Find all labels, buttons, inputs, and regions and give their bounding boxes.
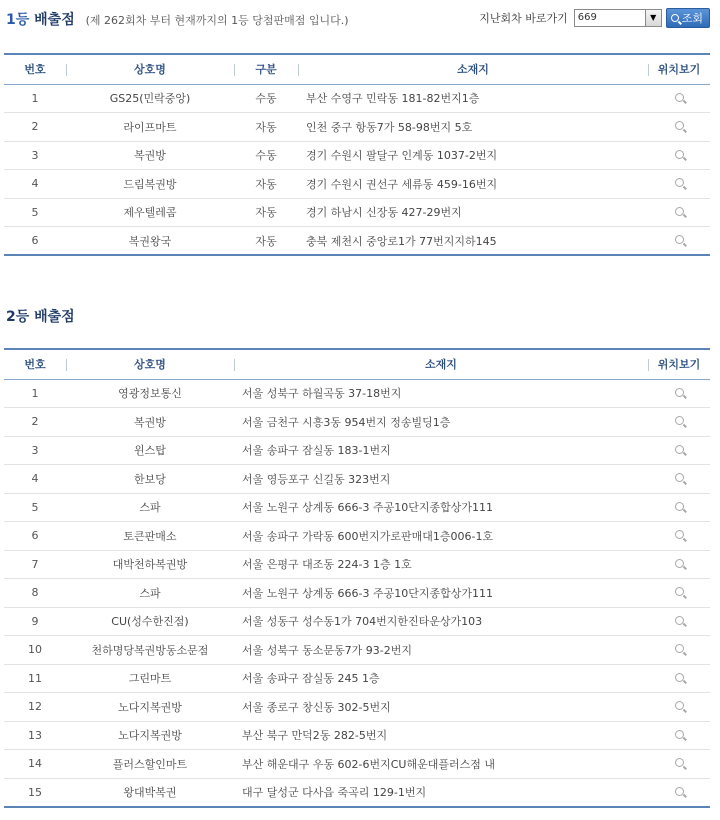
shop-name: 왕대박복권 xyxy=(66,778,234,807)
shop-address: 부산 해운대구 우동 602-6번지CU해운대플러스점 내 xyxy=(234,750,648,779)
shop-name: 플러스할인마트 xyxy=(66,750,234,779)
shop-address: 서울 종로구 창신동 302-5번지 xyxy=(234,693,648,722)
column-header-number: 번호 xyxy=(4,54,66,84)
magnifier-icon[interactable] xyxy=(675,445,684,454)
row-number: 6 xyxy=(4,522,66,551)
row-number: 3 xyxy=(4,141,66,170)
table-row xyxy=(4,408,710,437)
magnifier-icon[interactable] xyxy=(675,235,684,244)
row-number: 4 xyxy=(4,465,66,494)
second-prize-title: 2등 배출점 xyxy=(6,309,75,325)
pick-type: 자동 xyxy=(234,113,298,142)
location-cell xyxy=(648,522,710,551)
row-number: 5 xyxy=(4,198,66,227)
chevron-down-icon[interactable]: ▼ xyxy=(645,10,661,26)
row-number: 5 xyxy=(4,493,66,522)
magnifier-icon[interactable] xyxy=(675,587,684,596)
location-cell xyxy=(648,636,710,665)
round-select-label: 지난회차 바로가기 xyxy=(479,12,568,25)
shop-name: 복권방 xyxy=(66,408,234,437)
magnifier-icon[interactable] xyxy=(675,758,684,767)
first-prize-title-num: 1등 xyxy=(6,12,30,28)
row-number: 11 xyxy=(4,664,66,693)
round-select-value: 669 xyxy=(577,12,597,23)
location-cell xyxy=(648,664,710,693)
shop-address: 서울 금천구 시흥3동 954번지 정송빌딩1층 xyxy=(234,408,648,437)
row-number: 2 xyxy=(4,408,66,437)
shop-name: 제우텔레콤 xyxy=(66,198,234,227)
location-cell xyxy=(648,141,710,170)
magnifier-icon[interactable] xyxy=(675,207,684,216)
magnifier-icon[interactable] xyxy=(675,178,684,187)
column-header-shop-name: 상호명 xyxy=(66,349,234,379)
shop-name: 윈스탑 xyxy=(66,436,234,465)
location-cell xyxy=(648,778,710,807)
location-cell xyxy=(648,379,710,408)
magnifier-icon[interactable] xyxy=(675,473,684,482)
location-cell xyxy=(648,693,710,722)
shop-name: 스파 xyxy=(66,493,234,522)
row-number: 12 xyxy=(4,693,66,722)
shop-name: 영광정보통신 xyxy=(66,379,234,408)
table-row xyxy=(4,607,710,636)
shop-address: 서울 성북구 하월곡동 37-18번지 xyxy=(234,379,648,408)
shop-address: 부산 북구 만덕2동 282-5번지 xyxy=(234,721,648,750)
shop-address: 서울 성동구 성수동1가 704번지한진타운상가103 xyxy=(234,607,648,636)
second-prize-header xyxy=(6,306,75,326)
shop-address: 경기 하남시 신장동 427-29번지 xyxy=(298,198,648,227)
location-cell xyxy=(648,493,710,522)
table-row xyxy=(4,636,710,665)
row-number: 1 xyxy=(4,84,66,113)
search-icon xyxy=(671,14,679,22)
shop-name: 노다지복권방 xyxy=(66,721,234,750)
column-header-address: 소재지 xyxy=(234,349,648,379)
shop-address: 서울 노원구 상계동 666-3 주공10단지종합상가111 xyxy=(234,493,648,522)
magnifier-icon[interactable] xyxy=(675,559,684,568)
round-navigator xyxy=(479,8,710,28)
first-prize-rows xyxy=(4,84,710,255)
magnifier-icon[interactable] xyxy=(675,150,684,159)
table-row xyxy=(4,493,710,522)
table-row xyxy=(4,436,710,465)
shop-address: 서울 송파구 잠실동 245 1층 xyxy=(234,664,648,693)
row-number: 13 xyxy=(4,721,66,750)
location-cell xyxy=(648,579,710,608)
row-number: 4 xyxy=(4,170,66,199)
column-header-type: 구분 xyxy=(234,54,298,84)
row-number: 15 xyxy=(4,778,66,807)
table-header-row xyxy=(4,349,710,379)
location-cell xyxy=(648,750,710,779)
magnifier-icon[interactable] xyxy=(675,701,684,710)
column-header-number: 번호 xyxy=(4,349,66,379)
shop-name: 스파 xyxy=(66,579,234,608)
first-prize-description: (제 262회차 부터 현재까지의 1등 당첨판매점 입니다.) xyxy=(85,14,349,27)
table-row xyxy=(4,664,710,693)
magnifier-icon[interactable] xyxy=(675,616,684,625)
table-row xyxy=(4,750,710,779)
location-cell xyxy=(648,84,710,113)
first-prize-title-text: 배출점 xyxy=(29,12,75,28)
location-cell xyxy=(648,170,710,199)
row-number: 2 xyxy=(4,113,66,142)
shop-name: 한보당 xyxy=(66,465,234,494)
table-row xyxy=(4,721,710,750)
table-row xyxy=(4,579,710,608)
table-row xyxy=(4,170,710,199)
row-number: 1 xyxy=(4,379,66,408)
location-cell xyxy=(648,607,710,636)
shop-address: 서울 송파구 가락동 600번지가로판매대1층006-1호 xyxy=(234,522,648,551)
table-row xyxy=(4,550,710,579)
shop-name: 토큰판매소 xyxy=(66,522,234,551)
magnifier-icon[interactable] xyxy=(675,644,684,653)
shop-address: 충북 제천시 중앙로1가 77번지지하145 xyxy=(298,227,648,256)
shop-address: 서울 영등포구 신길동 323번지 xyxy=(234,465,648,494)
column-header-shop-name: 상호명 xyxy=(66,54,234,84)
row-number: 8 xyxy=(4,579,66,608)
location-cell xyxy=(648,465,710,494)
magnifier-icon[interactable] xyxy=(675,502,684,511)
shop-address: 부산 수영구 민락동 181-82번지1층 xyxy=(298,84,648,113)
magnifier-icon[interactable] xyxy=(675,673,684,682)
pick-type: 수동 xyxy=(234,141,298,170)
table-row xyxy=(4,379,710,408)
magnifier-icon[interactable] xyxy=(675,93,684,102)
row-number: 3 xyxy=(4,436,66,465)
row-number: 7 xyxy=(4,550,66,579)
table-row xyxy=(4,113,710,142)
magnifier-icon[interactable] xyxy=(675,121,684,130)
location-cell xyxy=(648,113,710,142)
magnifier-icon[interactable] xyxy=(675,530,684,539)
table-row xyxy=(4,84,710,113)
pick-type: 수동 xyxy=(234,84,298,113)
shop-name: GS25(민락중앙) xyxy=(66,84,234,113)
magnifier-icon[interactable] xyxy=(675,388,684,397)
table-row xyxy=(4,778,710,807)
table-header-row xyxy=(4,54,710,84)
shop-name: 라이프마트 xyxy=(66,113,234,142)
row-number: 10 xyxy=(4,636,66,665)
shop-name: 천하명당복권방동소문점 xyxy=(66,636,234,665)
shop-address: 서울 은평구 대조동 224-3 1층 1호 xyxy=(234,550,648,579)
pick-type: 자동 xyxy=(234,227,298,256)
first-prize-table xyxy=(4,53,710,256)
row-number: 9 xyxy=(4,607,66,636)
round-select[interactable] xyxy=(574,9,662,27)
column-header-location: 위치보기 xyxy=(648,54,710,84)
pick-type: 자동 xyxy=(234,198,298,227)
table-row xyxy=(4,141,710,170)
shop-address: 경기 수원시 팔달구 인계동 1037-2번지 xyxy=(298,141,648,170)
location-cell xyxy=(648,227,710,256)
shop-name: 그린마트 xyxy=(66,664,234,693)
location-cell xyxy=(648,721,710,750)
shop-name: 드림복권방 xyxy=(66,170,234,199)
shop-name: 복권방 xyxy=(66,141,234,170)
location-cell xyxy=(648,550,710,579)
shop-address: 대구 달성군 다사읍 죽곡리 129-1번지 xyxy=(234,778,648,807)
first-prize-title xyxy=(6,9,349,29)
second-prize-rows xyxy=(4,379,710,807)
table-row xyxy=(4,227,710,256)
shop-address: 서울 노원구 상계동 666-3 주공10단지종합상가111 xyxy=(234,579,648,608)
row-number: 6 xyxy=(4,227,66,256)
magnifier-icon[interactable] xyxy=(675,787,684,796)
shop-address: 경기 수원시 권선구 세류동 459-16번지 xyxy=(298,170,648,199)
table-row xyxy=(4,465,710,494)
table-row xyxy=(4,198,710,227)
shop-name: 대박천하복권방 xyxy=(66,550,234,579)
shop-name: 노다지복권방 xyxy=(66,693,234,722)
shop-address: 서울 송파구 잠실동 183-1번지 xyxy=(234,436,648,465)
pick-type: 자동 xyxy=(234,170,298,199)
second-prize-table xyxy=(4,348,710,808)
column-header-address: 소재지 xyxy=(298,54,648,84)
table-row xyxy=(4,693,710,722)
table-row xyxy=(4,522,710,551)
shop-address: 서울 성북구 동소문동7가 93-2번지 xyxy=(234,636,648,665)
search-button-label: 조회 xyxy=(681,12,703,25)
location-cell xyxy=(648,436,710,465)
shop-name: 복권왕국 xyxy=(66,227,234,256)
location-cell xyxy=(648,198,710,227)
search-button[interactable] xyxy=(666,8,710,28)
row-number: 14 xyxy=(4,750,66,779)
first-prize-header xyxy=(6,6,714,32)
magnifier-icon[interactable] xyxy=(675,730,684,739)
shop-name: CU(성수한진점) xyxy=(66,607,234,636)
location-cell xyxy=(648,408,710,437)
column-header-location: 위치보기 xyxy=(648,349,710,379)
magnifier-icon[interactable] xyxy=(675,416,684,425)
shop-address: 인천 중구 항동7가 58-98번지 5호 xyxy=(298,113,648,142)
